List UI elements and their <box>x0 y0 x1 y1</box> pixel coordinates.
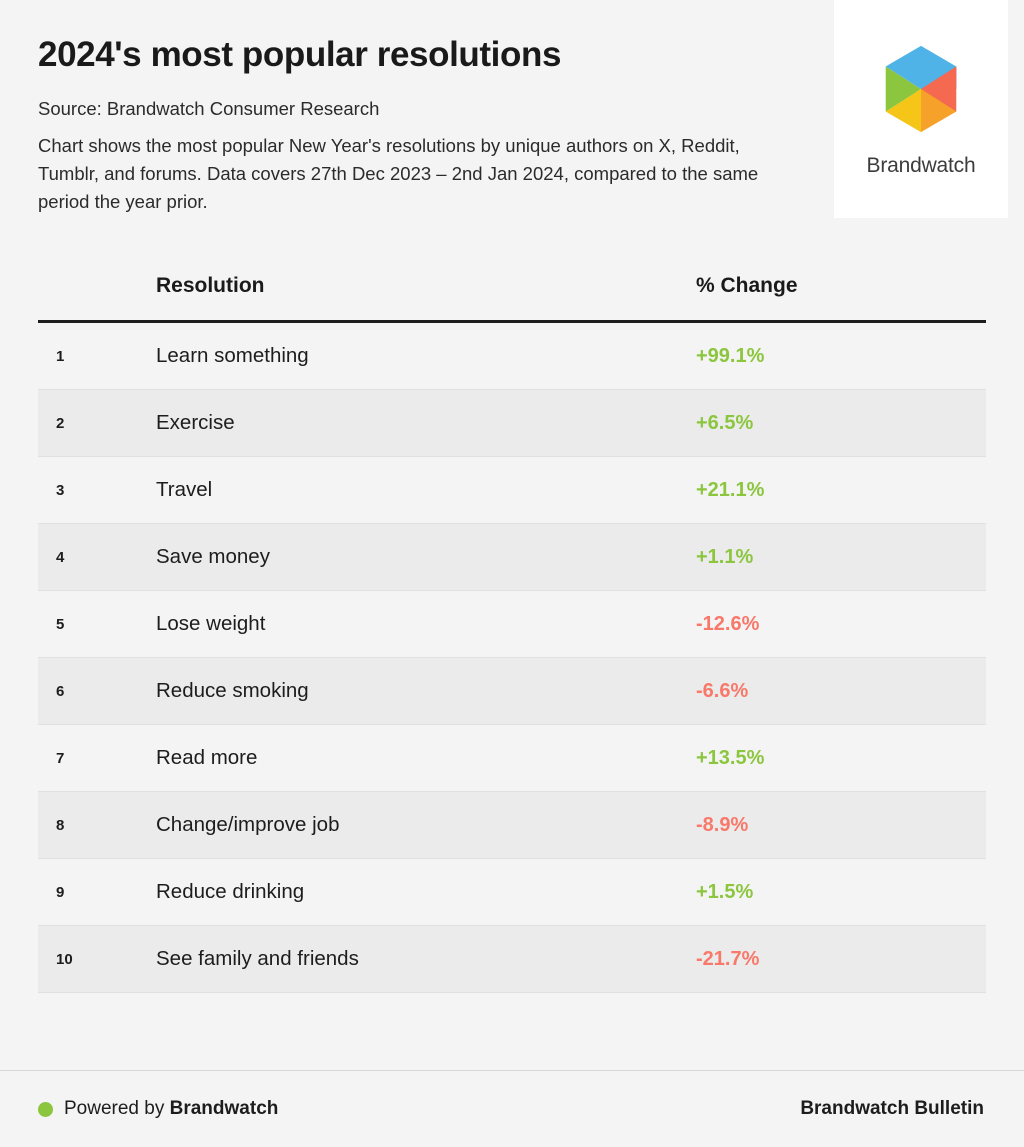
row-rank: 6 <box>56 682 65 700</box>
row-resolution: Reduce smoking <box>156 679 309 703</box>
brandwatch-hexagon-logo-icon <box>872 40 970 138</box>
row-resolution: Read more <box>156 746 258 770</box>
column-header-rank <box>38 274 96 322</box>
row-resolution: Save money <box>156 545 270 569</box>
row-change: -21.7% <box>696 947 760 970</box>
row-resolution: Reduce drinking <box>156 880 305 904</box>
table-header <box>38 274 986 322</box>
powered-by-label <box>64 1098 278 1120</box>
table-row <box>38 658 986 725</box>
description-text: Chart shows the most popular New Year's resolutions by unique authors on X, Reddit, Tumblr, and forums. Data covers 27th Dec 2023 – 2nd Jan 2024, compared to the same period the year prior. <box>38 135 759 213</box>
table-row <box>38 524 986 591</box>
brand-wordmark: Brandwatch <box>866 154 976 177</box>
row-rank: 9 <box>56 883 65 901</box>
row-change: -8.9% <box>696 813 749 836</box>
powered-by-prefix: Powered by <box>64 1098 165 1119</box>
row-resolution: Exercise <box>156 411 235 435</box>
table-row <box>38 725 986 792</box>
column-header-change: % Change <box>696 274 798 298</box>
footer <box>0 1071 1024 1147</box>
row-resolution: Lose weight <box>156 612 266 636</box>
row-rank: 4 <box>56 548 65 566</box>
row-change: +13.5% <box>696 746 765 769</box>
row-rank: 2 <box>56 414 65 432</box>
source-line: Source: Brandwatch Consumer Research <box>38 98 380 119</box>
table-row <box>38 591 986 658</box>
row-resolution: Learn something <box>156 344 309 368</box>
table-row <box>38 792 986 859</box>
row-resolution: Travel <box>156 478 213 502</box>
table-body <box>38 322 986 993</box>
row-resolution: Change/improve job <box>156 813 340 837</box>
powered-by-brand: Brandwatch <box>169 1098 279 1119</box>
row-change: +1.5% <box>696 880 754 903</box>
row-resolution: See family and friends <box>156 947 359 971</box>
row-change: +21.1% <box>696 478 765 501</box>
table-row <box>38 457 986 524</box>
resolutions-table <box>38 274 986 993</box>
row-change: -12.6% <box>696 612 760 635</box>
row-rank: 10 <box>56 950 73 968</box>
row-change: +99.1% <box>696 344 765 367</box>
bulletin-label: Brandwatch Bulletin <box>800 1098 984 1119</box>
table-row <box>38 390 986 457</box>
table-row <box>38 859 986 926</box>
row-change: +1.1% <box>696 545 754 568</box>
row-rank: 7 <box>56 749 65 767</box>
row-rank: 8 <box>56 816 65 834</box>
row-change: -6.6% <box>696 679 749 702</box>
column-header-resolution: Resolution <box>156 274 265 298</box>
powered-by <box>38 1098 278 1120</box>
brand-logo-card <box>834 0 1008 218</box>
table-row <box>38 926 986 993</box>
table-row <box>38 322 986 390</box>
green-dot-icon <box>38 1102 53 1117</box>
row-rank: 3 <box>56 481 65 499</box>
row-rank: 5 <box>56 615 65 633</box>
row-change: +6.5% <box>696 411 754 434</box>
page-title: 2024's most popular resolutions <box>38 35 562 74</box>
row-rank: 1 <box>56 347 65 365</box>
